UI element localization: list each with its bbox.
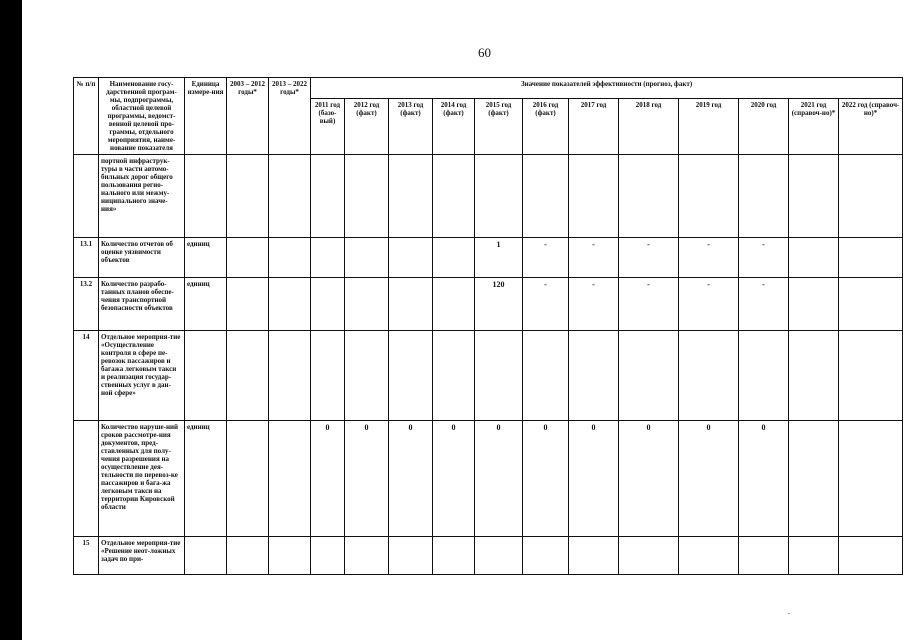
header-year: 2014 год (факт) (433, 99, 475, 155)
header-year: 2011 год (базо-вый) (311, 99, 345, 155)
value-cell (475, 537, 523, 575)
header-year: 2017 год (569, 99, 619, 155)
header-num: № п/п (74, 78, 99, 155)
value-cell: 0 (433, 421, 475, 537)
value-cell: 0 (345, 421, 389, 537)
value-cell (789, 278, 839, 331)
value-cell (569, 537, 619, 575)
value-cell: - (569, 238, 619, 278)
page-number: 60 (478, 45, 491, 60)
value-cell (523, 331, 569, 421)
value-cell (389, 238, 433, 278)
value-cell (389, 331, 433, 421)
value-cell (433, 537, 475, 575)
row-cell-2003 (227, 278, 269, 331)
value-cell: - (523, 278, 569, 331)
row-cell-2003 (227, 331, 269, 421)
header-row-1 (74, 78, 903, 99)
value-cell (311, 155, 345, 238)
value-cell (679, 331, 739, 421)
value-cell (789, 238, 839, 278)
row-unit: единиц (185, 421, 227, 537)
row-name: Количество наруше-ний сроков рассмотре-ния документов, пред-ставленных для полу-чения разрешения на осуществление дея-тельности по перевоз-ке пассажиров и бага-жа легковым такси на территории Кировской области (99, 421, 185, 537)
scan-edge-bar (0, 0, 22, 640)
value-cell (619, 331, 679, 421)
value-cell (345, 155, 389, 238)
value-cell: - (679, 278, 739, 331)
header-2013-2022: 2013 – 2022 годы* (269, 78, 311, 155)
row-num: 13.2 (74, 278, 99, 331)
value-cell (345, 278, 389, 331)
row-cell-2003 (227, 238, 269, 278)
value-cell (619, 155, 679, 238)
value-cell (839, 238, 903, 278)
value-cell: 1 (475, 238, 523, 278)
header-year: 2020 год (739, 99, 789, 155)
table-row (74, 421, 903, 537)
table-row (74, 537, 903, 575)
row-cell-2013 (269, 537, 311, 575)
table-row (74, 278, 903, 331)
value-cell (679, 155, 739, 238)
value-cell (789, 331, 839, 421)
header-name: Наименование госу-дарственной програм-мы, подпрограммы, областной целевой программы, ведомст-венной целевой про-граммы, отдельного мероприятия, наиме-нование показателя (99, 78, 185, 155)
row-cell-2013 (269, 278, 311, 331)
indicators-table (73, 77, 903, 575)
row-unit: единиц (185, 278, 227, 331)
value-cell (311, 537, 345, 575)
row-unit (185, 155, 227, 238)
value-cell: - (739, 278, 789, 331)
value-cell (345, 537, 389, 575)
value-cell (433, 331, 475, 421)
value-cell (679, 537, 739, 575)
header-year: 2019 год (679, 99, 739, 155)
value-cell (839, 278, 903, 331)
value-cell: - (739, 238, 789, 278)
value-cell: - (619, 238, 679, 278)
value-cell: 0 (475, 421, 523, 537)
value-cell (311, 238, 345, 278)
value-cell: - (569, 278, 619, 331)
row-name: Количество разрабо-танных планов обеспе-чения транспортной безопасности объектов (99, 278, 185, 331)
row-num: 14 (74, 331, 99, 421)
header-year: 2021 год (справоч-но)* (789, 99, 839, 155)
value-cell (839, 537, 903, 575)
value-cell: 0 (619, 421, 679, 537)
value-cell: 0 (523, 421, 569, 537)
row-cell-2003 (227, 537, 269, 575)
row-cell-2013 (269, 421, 311, 537)
value-cell (433, 278, 475, 331)
value-cell: 0 (569, 421, 619, 537)
value-cell (739, 155, 789, 238)
row-cell-2003 (227, 421, 269, 537)
value-cell (739, 537, 789, 575)
row-cell-2013 (269, 155, 311, 238)
value-cell (389, 537, 433, 575)
header-group-title: Значение показателей эффективности (прогноз, факт) (311, 78, 903, 99)
row-num (74, 421, 99, 537)
table-row (74, 238, 903, 278)
header-year: 2012 год (факт) (345, 99, 389, 155)
value-cell (569, 155, 619, 238)
scan-speck (788, 613, 790, 614)
header-2003-2012: 2003 – 2012 годы* (227, 78, 269, 155)
value-cell (311, 278, 345, 331)
value-cell (789, 421, 839, 537)
value-cell (569, 331, 619, 421)
header-year: 2022 год (справоч-но)* (839, 99, 903, 155)
value-cell (475, 155, 523, 238)
value-cell (523, 155, 569, 238)
value-cell (345, 331, 389, 421)
value-cell (839, 331, 903, 421)
value-cell: 0 (389, 421, 433, 537)
value-cell (311, 331, 345, 421)
row-unit: единиц (185, 238, 227, 278)
value-cell: 120 (475, 278, 523, 331)
header-year: 2016 год (факт) (523, 99, 569, 155)
value-cell (523, 537, 569, 575)
value-cell: 0 (679, 421, 739, 537)
value-cell: 0 (311, 421, 345, 537)
value-cell (839, 155, 903, 238)
row-cell-2013 (269, 331, 311, 421)
value-cell (389, 155, 433, 238)
row-name: портной инфраструк-туры в части автомо-бильных дорог общего пользования регио-нального или межму-ниципального значе-ния» (99, 155, 185, 238)
value-cell (433, 155, 475, 238)
header-year: 2018 год (619, 99, 679, 155)
value-cell (839, 421, 903, 537)
value-cell (789, 537, 839, 575)
value-cell: - (619, 278, 679, 331)
row-num: 15 (74, 537, 99, 575)
value-cell (789, 155, 839, 238)
row-num: 13.1 (74, 238, 99, 278)
row-name: Отдельное мероприя-тие «Осуществление контроля в сфере пе-ревозок пассажиров и багажа легковым такси и реализация государ-ственных услуг в дан-ной сфере» (99, 331, 185, 421)
value-cell (389, 278, 433, 331)
table-row (74, 331, 903, 421)
header-year: 2015 год (факт) (475, 99, 523, 155)
header-unit: Единица измере-ния (185, 78, 227, 155)
value-cell: - (523, 238, 569, 278)
row-num (74, 155, 99, 238)
row-unit (185, 331, 227, 421)
row-unit (185, 537, 227, 575)
row-cell-2013 (269, 238, 311, 278)
value-cell (433, 238, 475, 278)
row-name: Количество отчетов об оценке уязвимости объектов (99, 238, 185, 278)
value-cell: - (679, 238, 739, 278)
value-cell (619, 537, 679, 575)
value-cell: 0 (739, 421, 789, 537)
value-cell (475, 331, 523, 421)
row-cell-2003 (227, 155, 269, 238)
header-year: 2013 год (факт) (389, 99, 433, 155)
value-cell (739, 331, 789, 421)
row-name: Отдельное мероприя-тие «Решение неот-ложных задач по при- (99, 537, 185, 575)
table-row (74, 155, 903, 238)
value-cell (345, 238, 389, 278)
